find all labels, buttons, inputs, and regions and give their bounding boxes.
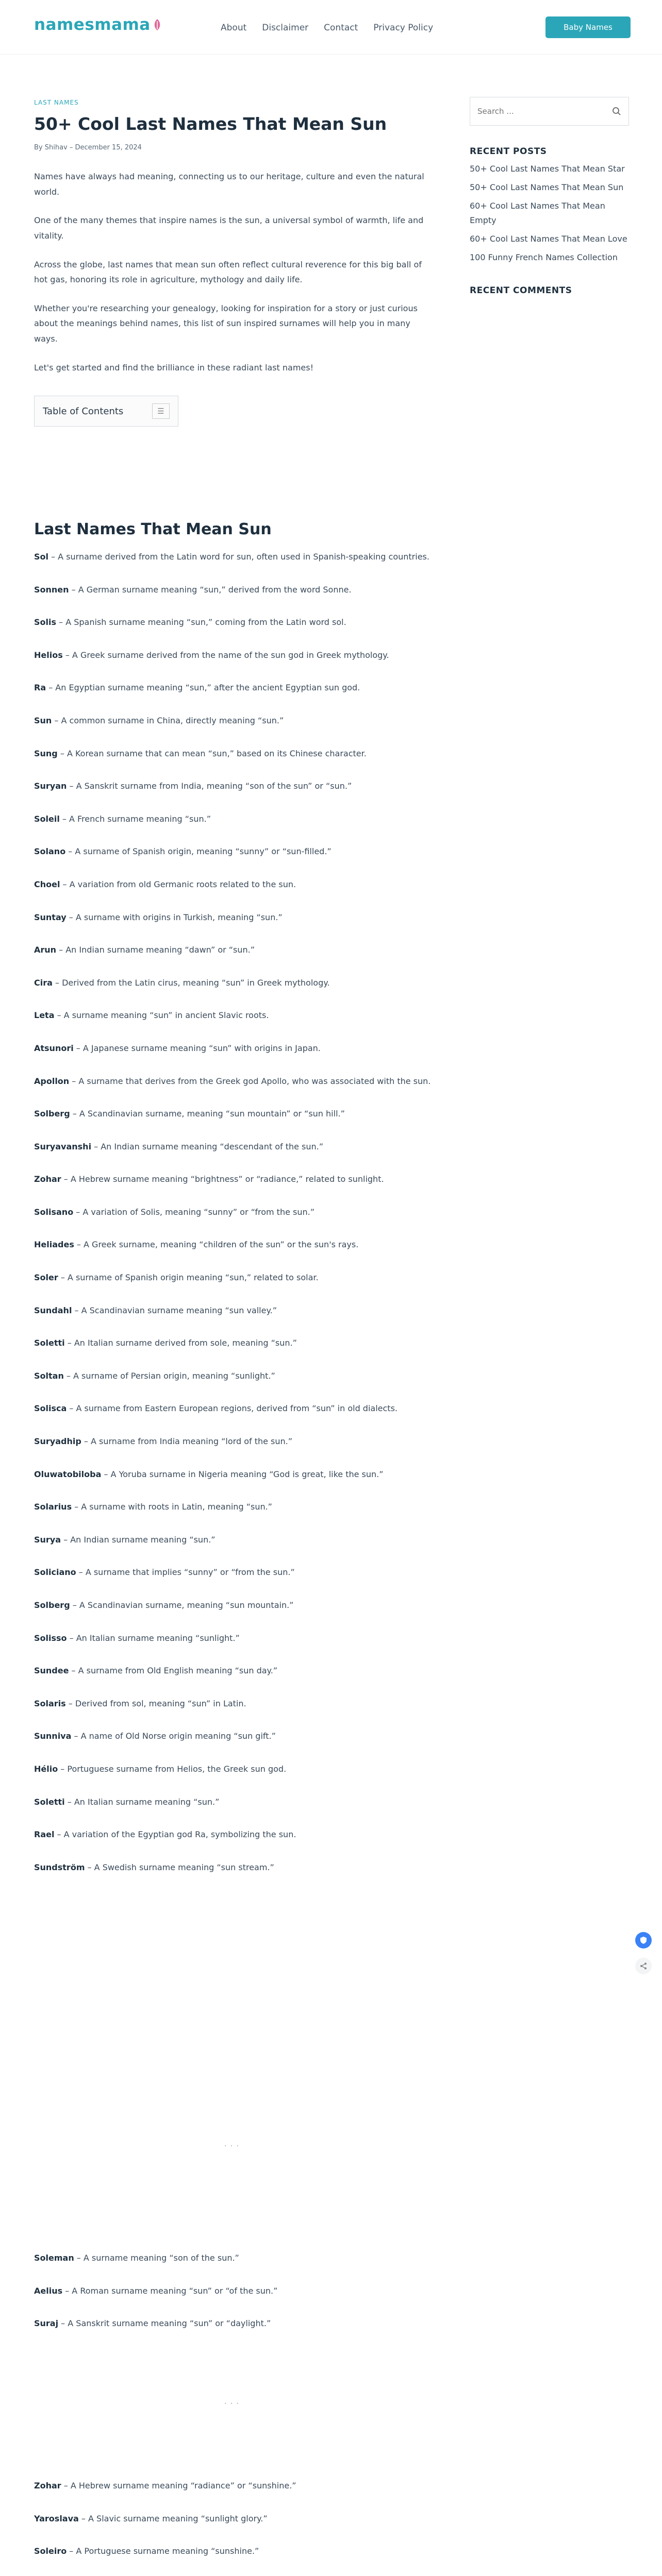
list-item: [34, 2478, 432, 2494]
list-item: [34, 1598, 432, 1613]
nav-about[interactable]: About: [221, 23, 247, 33]
list-item: [34, 648, 432, 663]
surname-meaning: – A surname of Spanish origin meaning “sun,” related to solar.: [58, 1273, 319, 1283]
surname: Soletti: [34, 1338, 65, 1348]
surname-meaning: – A Roman surname meaning “sun” or “of the sun.”: [62, 2285, 278, 2296]
intro: [34, 169, 432, 375]
surname-meaning: – A Spanish surname meaning “sun,” coming from the Latin word sol.: [56, 617, 346, 628]
list-item: [34, 1106, 432, 1122]
surname-meaning: – A Slavic surname meaning “sunlight glory.”: [78, 2513, 268, 2523]
search-box: [470, 97, 629, 126]
page-title: 50+ Cool Last Names That Mean Sun: [34, 114, 387, 134]
surname-meaning: – A surname from Eastern European regions, derived from “sun” in old dialects.: [67, 1403, 398, 1414]
surname: Surya: [34, 1534, 61, 1545]
surname-meaning: – A surname with origins in Turkish, meaning “sun.”: [66, 912, 283, 922]
post-meta: By Shihav – December 15, 2024: [34, 144, 142, 152]
list-item: [34, 1499, 432, 1515]
surname-meaning: – A German surname meaning “sun,” derived from the word Sonne.: [69, 584, 352, 595]
list-item: [34, 1172, 432, 1187]
nav-privacy-policy[interactable]: Privacy Policy: [373, 23, 434, 33]
surname: Sunniva: [34, 1731, 72, 1741]
surname-meaning: – A surname from India meaning “lord of the sun.”: [81, 1436, 293, 1447]
surname-meaning: – A Greek surname, meaning “children of the sun” or the sun's rays.: [74, 1240, 359, 1250]
list-item: [34, 910, 432, 925]
surname: Soleil: [34, 814, 60, 824]
surname: Soletti: [34, 1797, 65, 1807]
surname-meaning: – An Egyptian surname meaning “sun,” after the ancient Egyptian sun god.: [46, 683, 360, 693]
surname: Aelius: [34, 2285, 63, 2296]
surname: Suryadhip: [34, 1436, 81, 1447]
list-item: [34, 2316, 432, 2331]
surname-meaning: – A Yoruba surname in Nigeria meaning “God is great, like the sun.”: [101, 1469, 384, 1479]
surname: Solaris: [34, 1698, 66, 1708]
site-logo[interactable]: [34, 15, 162, 34]
surname: Sun: [34, 715, 52, 725]
nav-contact[interactable]: Contact: [324, 23, 358, 33]
surname-meaning: – A Korean surname that can mean “sun,” based on its Chinese character.: [57, 748, 367, 758]
surname-meaning: – A Hebrew surname meaning “radiance” or “sunshine.”: [61, 2481, 296, 2490]
surname: Sol: [34, 552, 48, 562]
table-of-contents[interactable]: [34, 396, 178, 427]
baby-names-button[interactable]: Baby Names: [545, 16, 631, 38]
surname-meaning: – A Portuguese surname meaning “sunshine.”: [67, 2546, 259, 2556]
section-heading: Last Names That Mean Sun: [34, 520, 272, 538]
share-icon[interactable]: [635, 1958, 652, 1974]
surname: Sundee: [34, 1666, 69, 1676]
recent-posts-list: [470, 162, 629, 265]
list-item: [34, 1434, 432, 1449]
surname-meaning: – A Hebrew surname meaning “brightness” or “radiance,” related to sunlight.: [61, 1174, 384, 1184]
surname: Suryan: [34, 781, 67, 791]
toc-label: Table of Contents: [43, 405, 124, 417]
surname-meaning: – A surname meaning “son of the sun.”: [74, 2253, 239, 2263]
list-item: [34, 2250, 432, 2266]
nav-disclaimer[interactable]: Disclaimer: [262, 23, 309, 33]
surname-meaning: – An Italian surname derived from sole, meaning “sun.”: [64, 1338, 297, 1348]
list-item: [34, 1368, 432, 1384]
ad-placeholder: ···: [224, 2398, 242, 2409]
recent-post-link[interactable]: 60+ Cool Last Names That Mean Empty: [470, 201, 605, 225]
list-item: [34, 1761, 432, 1777]
surname: Yaroslava: [34, 2513, 79, 2523]
article: [34, 99, 432, 427]
surname: Sung: [34, 748, 58, 758]
surname-meaning: – A variation of the Egyptian god Ra, symbolizing the sun.: [54, 1829, 296, 1840]
surname-meaning: – Derived from sol, meaning “sun” in Latin.: [65, 1698, 246, 1708]
list-item: [34, 1860, 432, 1875]
list-item: [34, 778, 432, 794]
surname-meaning: – An Indian surname meaning “descendant of the sun.”: [91, 1141, 324, 1151]
surname-meaning: – A surname with roots in Latin, meaning “sun.”: [72, 1502, 272, 1512]
list-item: [34, 1696, 432, 1711]
intro-paragraph: Let's get started and find the brilliance in these radiant last names!: [34, 362, 314, 372]
category-link[interactable]: LAST NAMES: [34, 99, 79, 106]
names-list: [34, 549, 432, 1875]
surname: Rael: [34, 1829, 55, 1840]
surname-meaning: – A Japanese surname meaning “sun” with origins in Japan.: [73, 1043, 321, 1053]
list-item: [34, 811, 432, 827]
surname: Oluwatobiloba: [34, 1469, 102, 1479]
recent-post-link[interactable]: 50+ Cool Last Names That Mean Star: [470, 164, 625, 174]
surname-meaning: – A Sanskrit surname meaning “sun” or “daylight.”: [58, 2318, 271, 2329]
surname: Solisso: [34, 1633, 67, 1643]
list-item: [34, 713, 432, 728]
list-item: [34, 2544, 432, 2559]
sidebar: [470, 97, 629, 296]
recent-post-link[interactable]: 50+ Cool Last Names That Mean Sun: [470, 182, 624, 192]
surname-meaning: – A Scandinavian surname, meaning “sun mountain.”: [70, 1600, 294, 1610]
list-item: [34, 1532, 432, 1548]
search-input[interactable]: [477, 107, 601, 116]
list-item: [34, 615, 432, 630]
list-item: [34, 1139, 432, 1155]
names-list: [34, 2250, 432, 2331]
surname-meaning: – Derived from the Latin cirus, meaning “sun” in Greek mythology.: [52, 977, 330, 988]
list-item: [34, 1401, 432, 1416]
surname-meaning: – A surname of Persian origin, meaning “sunlight.”: [63, 1370, 275, 1381]
surname-meaning: – A surname that derives from the Greek god Apollo, who was associated with the sun.: [69, 1076, 431, 1086]
surname: Helios: [34, 650, 63, 660]
intro-paragraph: Whether you're researching your genealogy, looking for inspiration for a story or just curious about the meanings behind names, this list of sun inspired surnames will help you in many ways.: [34, 303, 418, 344]
list-item: [34, 1205, 432, 1220]
surname: Choel: [34, 879, 60, 889]
intro-paragraph: One of the many themes that inspire names is the sun, a universal symbol of warmth, life and vitality.: [34, 215, 424, 241]
surname: Solberg: [34, 1109, 70, 1119]
surname: Suntay: [34, 912, 67, 922]
surname-meaning: – A Greek surname derived from the name of the sun god in Greek mythology.: [62, 650, 389, 660]
list-item: [34, 1728, 432, 1744]
list-item: [34, 877, 432, 892]
surname-meaning: – A surname of Spanish origin, meaning “sunny” or “sun-filled.”: [65, 846, 332, 857]
surname: Leta: [34, 1010, 55, 1021]
surname: Zohar: [34, 1174, 61, 1184]
surname-meaning: – A surname that implies “sunny” or “from the sun.”: [76, 1567, 295, 1578]
surname: Soler: [34, 1273, 58, 1283]
list-item: [34, 1631, 432, 1646]
list-item: [34, 1270, 432, 1285]
list-item: [34, 1663, 432, 1679]
surname: Solisca: [34, 1403, 67, 1414]
search-icon[interactable]: [612, 107, 621, 116]
main-nav: [221, 23, 433, 33]
surname-meaning: – A variation from old Germanic roots related to the sun.: [60, 879, 296, 889]
names-list: [34, 2478, 432, 2576]
surname: Ra: [34, 683, 46, 693]
recent-posts-heading: RECENT POSTS: [470, 146, 547, 157]
list-item: [34, 1335, 432, 1351]
toc-toggle-icon[interactable]: ☰: [152, 403, 170, 419]
surname: Hélio: [34, 1764, 58, 1774]
list-item: [34, 549, 432, 565]
surname: Soliciano: [34, 1567, 76, 1578]
surname: Apollon: [34, 1076, 70, 1086]
surname: Sundahl: [34, 1305, 72, 1315]
intro-paragraph: Across the globe, last names that mean sun often reflect cultural reverence for this big ball of hot gas, honoring its role in agriculture, mythology and daily life.: [34, 259, 422, 285]
surname: Solis: [34, 617, 57, 628]
surname-meaning: – A surname from Old English meaning “sun day.”: [69, 1666, 278, 1676]
surname: Solisano: [34, 1207, 74, 1217]
surname: Atsunori: [34, 1043, 74, 1053]
list-item: [34, 2283, 432, 2299]
surname-meaning: – Portuguese surname from Helios, the Greek sun god.: [58, 1764, 287, 1774]
surname-meaning: – A French surname meaning “sun.”: [59, 814, 211, 824]
recent-post-link[interactable]: 100 Funny French Names Collection: [470, 252, 618, 262]
list-item: [34, 2511, 432, 2527]
surname: Arun: [34, 945, 57, 955]
site-header: [0, 0, 662, 55]
surname: Zohar: [34, 2481, 61, 2490]
surname: Cira: [34, 977, 53, 988]
surname: Heliades: [34, 1240, 74, 1250]
surname-meaning: – A Scandinavian surname, meaning “sun mountain” or “sun hill.”: [70, 1109, 345, 1119]
surname-meaning: – A Scandinavian surname meaning “sun valley.”: [72, 1305, 277, 1315]
list-item: [34, 1827, 432, 1842]
surname-meaning: – An Italian surname meaning “sunlight.”: [67, 1633, 240, 1643]
surname: Suraj: [34, 2318, 59, 2329]
logo-text: namesmama: [34, 15, 151, 34]
list-item: [34, 1565, 432, 1580]
surname-meaning: – A common surname in China, directly meaning “sun.”: [52, 715, 284, 725]
surname: Solano: [34, 846, 66, 857]
surname-meaning: – A surname derived from the Latin word for sun, often used in Spanish-speaking countries.: [48, 552, 429, 562]
list-item: [34, 1008, 432, 1023]
surname-meaning: – An Indian surname meaning “dawn” or “sun.”: [56, 945, 255, 955]
surname: Solarius: [34, 1502, 72, 1512]
surname: Solberg: [34, 1600, 70, 1610]
intro-paragraph: Names have always had meaning, connecting us to our heritage, culture and even the natural world.: [34, 172, 424, 197]
surname-meaning: – An Italian surname meaning “sun.”: [64, 1797, 220, 1807]
surname: Sonnen: [34, 584, 69, 595]
list-item: [34, 1074, 432, 1089]
surname-meaning: – A Sanskrit surname from India, meaning “son of the sun” or “sun.”: [67, 781, 352, 791]
surname: Soleiro: [34, 2546, 67, 2556]
ad-placeholder: ···: [224, 2141, 242, 2151]
list-item: [34, 746, 432, 761]
surname: Soltan: [34, 1370, 64, 1381]
surname-meaning: – A Swedish surname meaning “sun stream.”: [85, 1862, 274, 1872]
surname-meaning: – A name of Old Norse origin meaning “sun gift.”: [71, 1731, 276, 1741]
surname-meaning: – A surname meaning “sun” in ancient Slavic roots.: [54, 1010, 269, 1021]
surname: Sundström: [34, 1862, 85, 1872]
list-item: [34, 942, 432, 958]
list-item: [34, 1237, 432, 1252]
surname: Suryavanshi: [34, 1141, 92, 1151]
surname: Soleman: [34, 2253, 74, 2263]
list-item: [34, 975, 432, 991]
list-item: [34, 844, 432, 859]
recent-comments-heading: RECENT COMMENTS: [470, 285, 572, 296]
privacy-shield-icon[interactable]: [635, 1932, 652, 1948]
list-item: [34, 1467, 432, 1482]
list-item: [34, 680, 432, 696]
list-item: [34, 1794, 432, 1810]
list-item: [34, 582, 432, 598]
logo-leaf-icon: [153, 18, 162, 31]
surname-meaning: – An Indian surname meaning “sun.”: [61, 1534, 216, 1545]
list-item: [34, 1041, 432, 1056]
surname-meaning: – A variation of Solis, meaning “sunny” or “from the sun.”: [73, 1207, 315, 1217]
recent-post-link[interactable]: 60+ Cool Last Names That Mean Love: [470, 234, 627, 244]
list-item: [34, 1303, 432, 1318]
